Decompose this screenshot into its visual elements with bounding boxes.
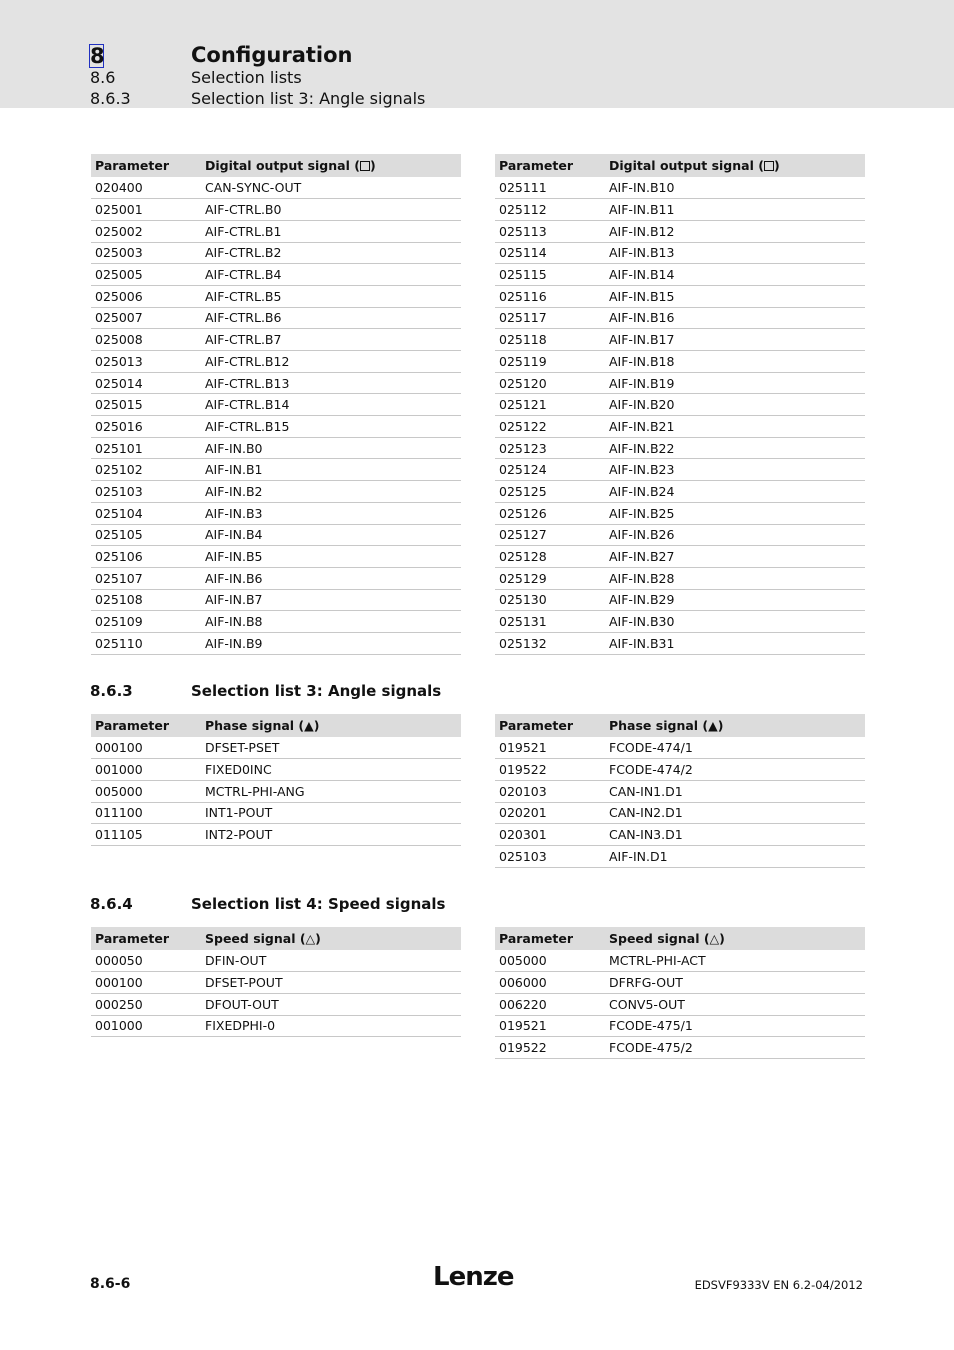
signal-name: DFOUT-OUT — [201, 993, 461, 1015]
signal-name: AIF-IN.B27 — [605, 546, 865, 568]
table-row — [495, 972, 865, 994]
parameter-code: 020103 — [495, 780, 605, 802]
parameter-code: 025124 — [495, 459, 605, 481]
table-row — [495, 481, 865, 503]
parameter-code: 025116 — [495, 285, 605, 307]
table-row — [91, 824, 461, 846]
parameter-code: 025013 — [91, 351, 201, 373]
parameter-code: 025102 — [91, 459, 201, 481]
signal-name: MCTRL-PHI-ACT — [605, 950, 865, 972]
table-row — [495, 329, 865, 351]
parameter-code: 025127 — [495, 524, 605, 546]
page-number: 8.6-6 — [90, 1276, 131, 1292]
signal-name: AIF-CTRL.B0 — [201, 199, 461, 221]
parameter-code: 019521 — [495, 1015, 605, 1037]
speed-table-left — [91, 927, 461, 1037]
signal-name: AIF-IN.B31 — [605, 632, 865, 654]
signal-name: AIF-CTRL.B14 — [201, 394, 461, 416]
col-digital-signal — [201, 154, 461, 177]
col-digital-signal — [605, 154, 865, 177]
square-icon — [764, 161, 774, 171]
parameter-code: 025109 — [91, 611, 201, 633]
parameter-code: 025005 — [91, 264, 201, 286]
table-row — [495, 845, 865, 867]
signal-name: CAN-SYNC-OUT — [201, 177, 461, 199]
parameter-code: 025125 — [495, 481, 605, 503]
parameter-code: 025107 — [91, 567, 201, 589]
signal-name: AIF-IN.B24 — [605, 481, 865, 503]
signal-name: AIF-IN.B19 — [605, 372, 865, 394]
signal-name: MCTRL-PHI-ANG — [201, 780, 461, 802]
table-row — [495, 416, 865, 438]
table-row — [495, 199, 865, 221]
parameter-code: 025001 — [91, 199, 201, 221]
parameter-code: 025119 — [495, 351, 605, 373]
table-row — [495, 589, 865, 611]
parameter-code: 000100 — [91, 737, 201, 759]
parameter-code: 006000 — [495, 972, 605, 994]
parameter-code: 001000 — [91, 1015, 201, 1037]
signal-name: AIF-CTRL.B5 — [201, 285, 461, 307]
signal-name: AIF-IN.D1 — [605, 845, 865, 867]
digital-table-left — [91, 154, 461, 655]
table-row — [495, 1037, 865, 1059]
chapter-title: Configuration — [191, 43, 353, 67]
table-row — [495, 802, 865, 824]
signal-name: INT1-POUT — [201, 802, 461, 824]
signal-name: AIF-CTRL.B4 — [201, 264, 461, 286]
col-signal-text: Digital output signal ( — [609, 158, 764, 173]
table-row — [91, 632, 461, 654]
parameter-code: 000100 — [91, 972, 201, 994]
parameter-code: 025129 — [495, 567, 605, 589]
parameter-code: 025115 — [495, 264, 605, 286]
table-row — [91, 780, 461, 802]
parameter-code: 025003 — [91, 242, 201, 264]
square-icon — [360, 161, 370, 171]
parameter-code: 025007 — [91, 307, 201, 329]
table-row — [91, 802, 461, 824]
table-row — [91, 177, 461, 199]
table-row — [495, 372, 865, 394]
col-signal-text-end: ) — [773, 158, 780, 173]
parameter-code: 025132 — [495, 632, 605, 654]
table-row — [495, 437, 865, 459]
col-parameter: Parameter — [91, 714, 201, 737]
parameter-code: 025101 — [91, 437, 201, 459]
signal-name: DFSET-PSET — [201, 737, 461, 759]
table-row — [91, 546, 461, 568]
signal-name: AIF-IN.B16 — [605, 307, 865, 329]
signal-name: AIF-IN.B23 — [605, 459, 865, 481]
col-parameter: Parameter — [91, 927, 201, 950]
section-title-speed: Selection list 4: Speed signals — [191, 895, 446, 913]
table-row — [91, 611, 461, 633]
parameter-code: 001000 — [91, 759, 201, 781]
signal-name: AIF-IN.B22 — [605, 437, 865, 459]
section-number-speed: 8.6.4 — [90, 895, 133, 913]
parameter-code: 025111 — [495, 177, 605, 199]
table-row — [495, 611, 865, 633]
parameter-code: 025114 — [495, 242, 605, 264]
table-row — [91, 264, 461, 286]
table-row — [495, 502, 865, 524]
signal-name: AIF-IN.B10 — [605, 177, 865, 199]
parameter-code: 025002 — [91, 220, 201, 242]
table-header-row — [91, 927, 461, 950]
parameter-code: 025131 — [495, 611, 605, 633]
table-row — [495, 524, 865, 546]
parameter-code: 025121 — [495, 394, 605, 416]
table-header-row — [495, 714, 865, 737]
subsection-title: Selection lists — [191, 68, 302, 87]
parameter-code: 025130 — [495, 589, 605, 611]
signal-name: FCODE-475/1 — [605, 1015, 865, 1037]
signal-name: AIF-IN.B17 — [605, 329, 865, 351]
parameter-code: 025014 — [91, 372, 201, 394]
table-row — [495, 264, 865, 286]
signal-name: AIF-IN.B14 — [605, 264, 865, 286]
signal-name: FCODE-475/2 — [605, 1037, 865, 1059]
parameter-code: 025108 — [91, 589, 201, 611]
table-row — [495, 759, 865, 781]
signal-name: CAN-IN2.D1 — [605, 802, 865, 824]
table-row — [91, 972, 461, 994]
signal-name: AIF-IN.B8 — [201, 611, 461, 633]
signal-name: DFIN-OUT — [201, 950, 461, 972]
parameter-code: 025122 — [495, 416, 605, 438]
parameter-code: 025128 — [495, 546, 605, 568]
parameter-code: 025016 — [91, 416, 201, 438]
signal-name: AIF-IN.B6 — [201, 567, 461, 589]
signal-name: AIF-CTRL.B15 — [201, 416, 461, 438]
parameter-code: 025006 — [91, 285, 201, 307]
table-row — [91, 567, 461, 589]
parameter-code: 019522 — [495, 759, 605, 781]
section-number-angle: 8.6.3 — [90, 682, 133, 700]
signal-name: AIF-CTRL.B7 — [201, 329, 461, 351]
parameter-code: 005000 — [91, 780, 201, 802]
parameter-code: 020201 — [495, 802, 605, 824]
table-row — [91, 737, 461, 759]
parameter-code: 025015 — [91, 394, 201, 416]
parameter-code: 019522 — [495, 1037, 605, 1059]
parameter-code: 025113 — [495, 220, 605, 242]
table-row — [495, 546, 865, 568]
table-row — [91, 307, 461, 329]
signal-name: AIF-CTRL.B1 — [201, 220, 461, 242]
digital-table-right — [495, 154, 865, 655]
signal-name: AIF-IN.B13 — [605, 242, 865, 264]
parameter-code: 025118 — [495, 329, 605, 351]
table-row — [495, 459, 865, 481]
parameter-code: 011105 — [91, 824, 201, 846]
table-row — [495, 351, 865, 373]
signal-name: AIF-IN.B20 — [605, 394, 865, 416]
signal-name: AIF-IN.B4 — [201, 524, 461, 546]
signal-name: AIF-CTRL.B2 — [201, 242, 461, 264]
parameter-code: 025103 — [91, 481, 201, 503]
table-row — [91, 220, 461, 242]
col-parameter: Parameter — [495, 154, 605, 177]
parameter-code: 020400 — [91, 177, 201, 199]
col-parameter: Parameter — [91, 154, 201, 177]
signal-name: AIF-IN.B7 — [201, 589, 461, 611]
parameter-code: 025117 — [495, 307, 605, 329]
signal-name: AIF-IN.B12 — [605, 220, 865, 242]
parameter-code: 025105 — [91, 524, 201, 546]
signal-name: FCODE-474/2 — [605, 759, 865, 781]
signal-name: AIF-IN.B21 — [605, 416, 865, 438]
signal-name: FIXED0INC — [201, 759, 461, 781]
document-id: EDSVF9333V EN 6.2-04/2012 — [694, 1278, 863, 1292]
parameter-code: 011100 — [91, 802, 201, 824]
table-row — [495, 950, 865, 972]
table-row — [91, 459, 461, 481]
signal-name: FIXEDPHI-0 — [201, 1015, 461, 1037]
signal-name: CONV5-OUT — [605, 993, 865, 1015]
table-row — [91, 481, 461, 503]
table-row — [495, 285, 865, 307]
subsection-number: 8.6 — [90, 68, 116, 87]
col-parameter: Parameter — [495, 714, 605, 737]
table-row — [91, 759, 461, 781]
signal-name: AIF-IN.B15 — [605, 285, 865, 307]
section-title-angle: Selection list 3: Angle signals — [191, 682, 442, 700]
parameter-code: 006220 — [495, 993, 605, 1015]
table-row — [91, 950, 461, 972]
chapter-number: 8 — [90, 44, 105, 68]
parameter-code: 000250 — [91, 993, 201, 1015]
signal-name: AIF-CTRL.B13 — [201, 372, 461, 394]
table-header-row — [495, 154, 865, 177]
col-phase-signal: Phase signal (▲) — [201, 714, 461, 737]
parameter-code: 025104 — [91, 502, 201, 524]
signal-name: AIF-IN.B2 — [201, 481, 461, 503]
parameter-code: 025126 — [495, 502, 605, 524]
signal-name: INT2-POUT — [201, 824, 461, 846]
angle-table-left — [91, 714, 461, 846]
header-band — [0, 0, 954, 108]
table-header-row — [91, 154, 461, 177]
col-speed-signal: Speed signal (△) — [605, 927, 865, 950]
signal-name: CAN-IN1.D1 — [605, 780, 865, 802]
table-row — [91, 993, 461, 1015]
table-row — [495, 1015, 865, 1037]
table-row — [495, 567, 865, 589]
table-row — [495, 824, 865, 846]
table-row — [495, 993, 865, 1015]
signal-name: AIF-IN.B3 — [201, 502, 461, 524]
angle-table-right — [495, 714, 865, 868]
signal-name: AIF-IN.B29 — [605, 589, 865, 611]
signal-name: AIF-IN.B28 — [605, 567, 865, 589]
table-row — [91, 394, 461, 416]
parameter-code: 025123 — [495, 437, 605, 459]
table-row — [91, 502, 461, 524]
table-row — [495, 220, 865, 242]
table-row — [91, 242, 461, 264]
signal-name: AIF-IN.B9 — [201, 632, 461, 654]
signal-name: AIF-CTRL.B6 — [201, 307, 461, 329]
table-row — [91, 524, 461, 546]
table-row — [495, 177, 865, 199]
table-row — [495, 632, 865, 654]
table-row — [495, 242, 865, 264]
signal-name: AIF-IN.B25 — [605, 502, 865, 524]
signal-name: AIF-IN.B26 — [605, 524, 865, 546]
parameter-code: 019521 — [495, 737, 605, 759]
signal-name: AIF-IN.B18 — [605, 351, 865, 373]
table-header-row — [91, 714, 461, 737]
table-header-row — [495, 927, 865, 950]
signal-name: AIF-CTRL.B12 — [201, 351, 461, 373]
table-row — [495, 780, 865, 802]
table-row — [495, 394, 865, 416]
subsubsection-title: Selection list 3: Angle signals — [191, 89, 426, 108]
signal-name: AIF-IN.B0 — [201, 437, 461, 459]
table-row — [91, 416, 461, 438]
table-row — [495, 307, 865, 329]
table-row — [91, 351, 461, 373]
table-row — [91, 329, 461, 351]
table-row — [91, 285, 461, 307]
col-parameter: Parameter — [495, 927, 605, 950]
parameter-code: 025008 — [91, 329, 201, 351]
table-row — [91, 372, 461, 394]
table-row — [91, 589, 461, 611]
table-row — [91, 1015, 461, 1037]
signal-name: AIF-IN.B1 — [201, 459, 461, 481]
col-signal-text: Digital output signal ( — [205, 158, 360, 173]
table-row — [495, 737, 865, 759]
parameter-code: 025110 — [91, 632, 201, 654]
parameter-code: 000050 — [91, 950, 201, 972]
parameter-code: 020301 — [495, 824, 605, 846]
signal-name: AIF-IN.B30 — [605, 611, 865, 633]
signal-name: AIF-IN.B11 — [605, 199, 865, 221]
signal-name: DFSET-POUT — [201, 972, 461, 994]
col-phase-signal: Phase signal (▲) — [605, 714, 865, 737]
signal-name: DFRFG-OUT — [605, 972, 865, 994]
table-row — [91, 437, 461, 459]
parameter-code: 025120 — [495, 372, 605, 394]
speed-table-right — [495, 927, 865, 1059]
parameter-code: 005000 — [495, 950, 605, 972]
lenze-logo: Lenze — [433, 1262, 514, 1292]
table-row — [91, 199, 461, 221]
parameter-code: 025106 — [91, 546, 201, 568]
col-signal-text-end: ) — [369, 158, 376, 173]
signal-name: AIF-IN.B5 — [201, 546, 461, 568]
parameter-code: 025112 — [495, 199, 605, 221]
col-speed-signal: Speed signal (△) — [201, 927, 461, 950]
signal-name: CAN-IN3.D1 — [605, 824, 865, 846]
parameter-code: 025103 — [495, 845, 605, 867]
subsubsection-number: 8.6.3 — [90, 89, 131, 108]
signal-name: FCODE-474/1 — [605, 737, 865, 759]
